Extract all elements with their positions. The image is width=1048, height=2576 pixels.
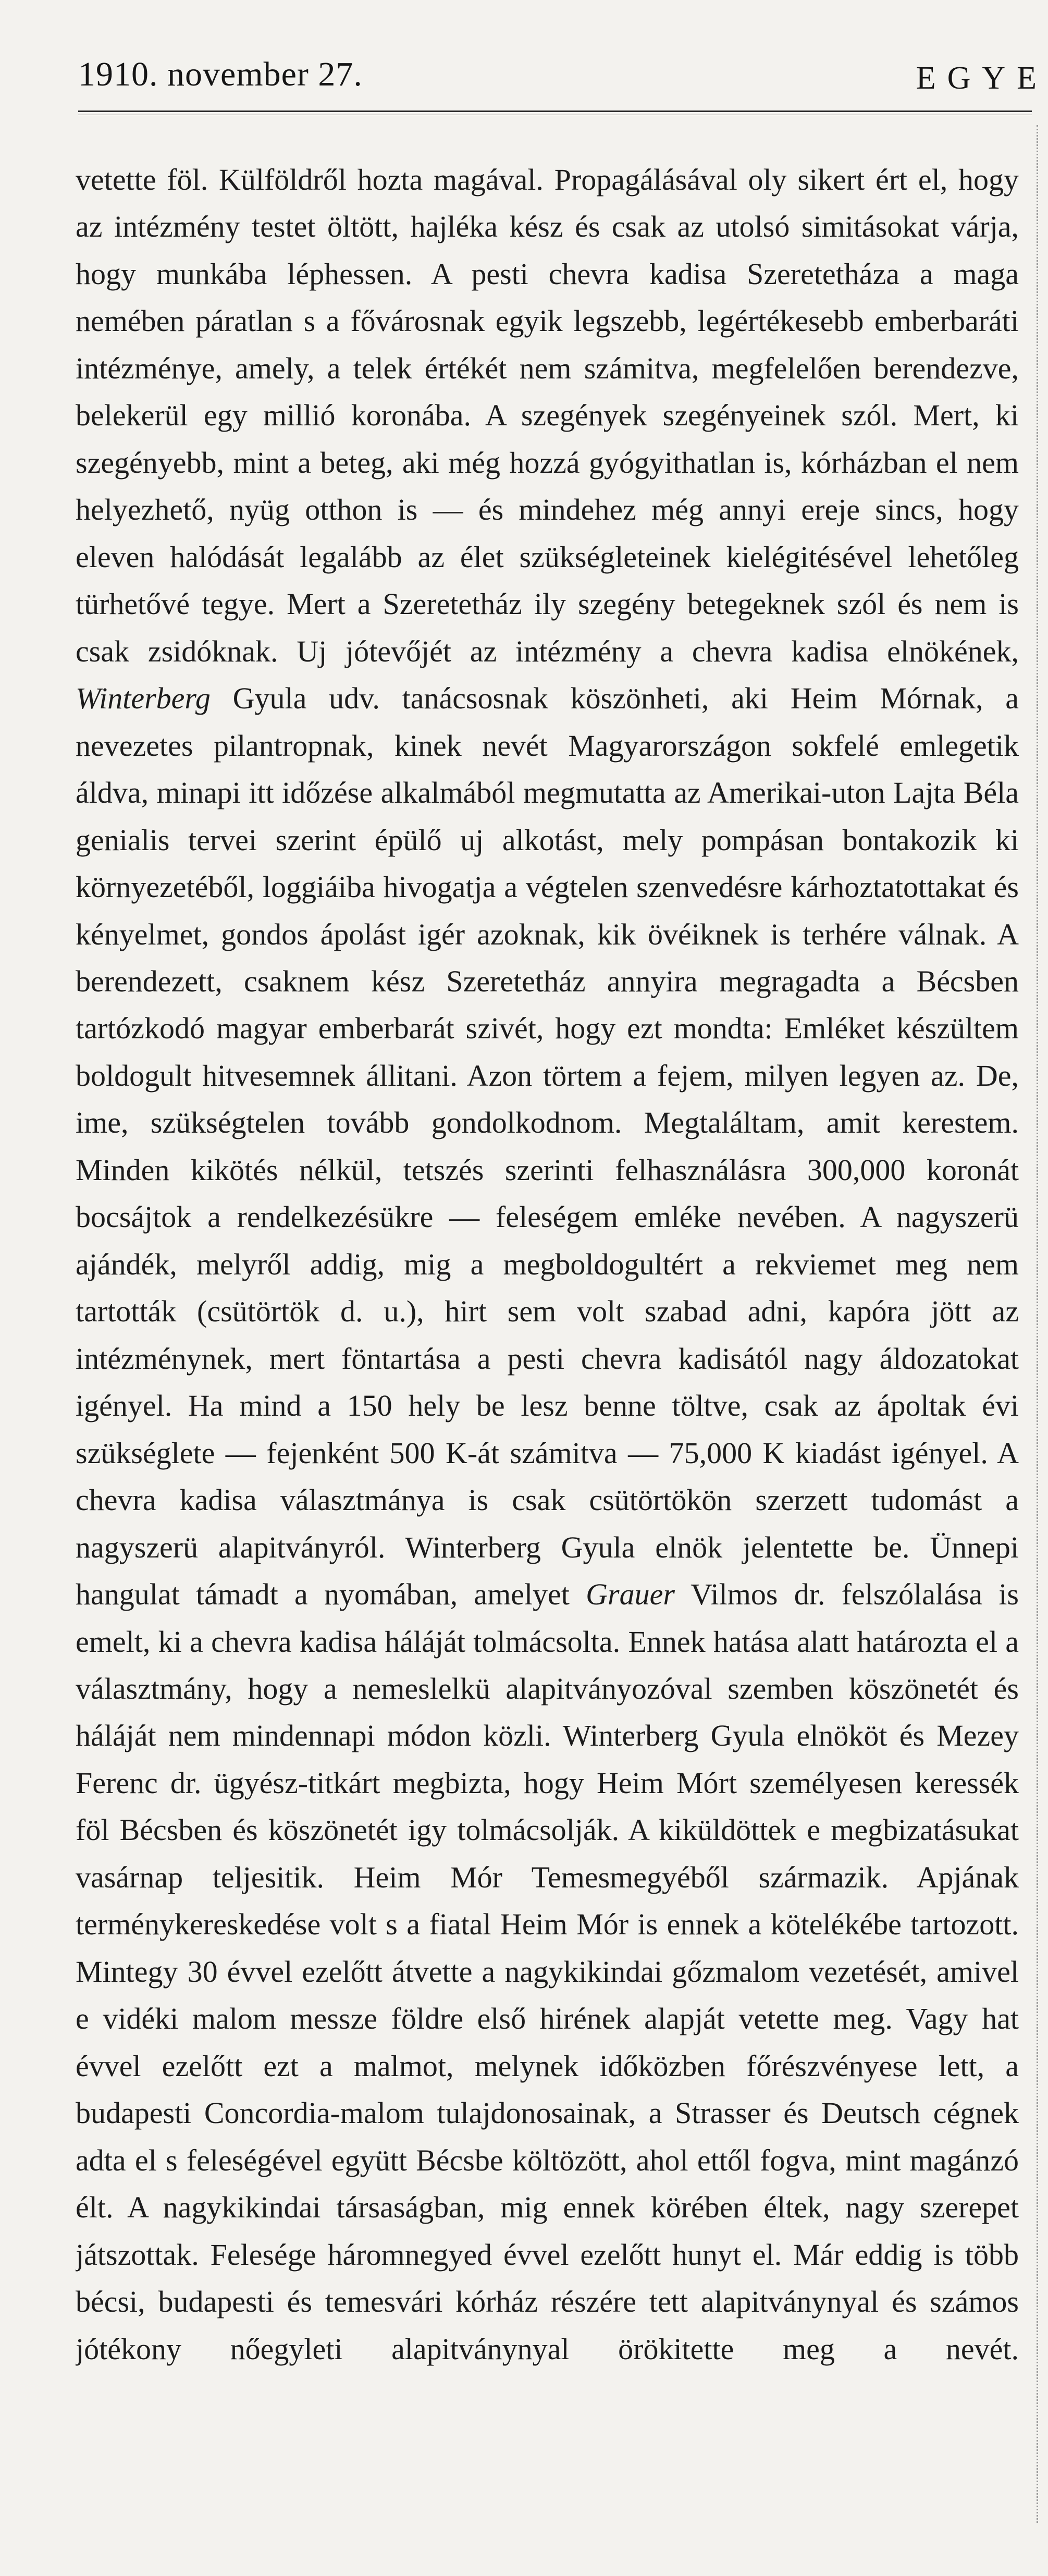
article-name-grauer: Grauer [586,1577,675,1612]
article-text-part3: Vilmos dr. felszólalása is emelt, ki a chevra kadisa háláját tolmácsolta. Ennek hatása alatt határozta el a választmány, hogy a nemeslelkü alapitványozóval szemben köszönetét és háláját nem mindennapi módon közli. Winterberg Gyula elnököt és Mezey Ferenc dr. ügyész-titkárt megbizta, hogy Heim Mórt személyesen keressék föl Bécsben és köszönetét igy tolmácsolják. A kiküldöttek e megbizatásukat vasárnap teljesitik. Heim Mór Temesmegyéből származik. Apjának terménykereskedése volt s a fiatal Heim Mór is ennek a kötelékébe tartozott. Mintegy 30 évvel ezelőtt átvette a nagykikindai gőzmalom vezetését, amivel e vidéki malom messze földre első hirének alapját vetette meg. Vagy hat évvel ezelőtt ezt a malmot, melynek időközben főrészvényese lett, a budapesti Concordia-malom tulajdonosainak, a Strasser és Deutsch cégnek adta el s feleségével együtt Bécsbe költözött, ahol ettől fogva, mint magánzó élt. A nagykikindai társaságban, mig ennek körében éltek, nagy szerepet játszottak. Felesége háromnegyed évvel ezelőtt hunyt el. Már eddig is több bécsi, budapesti és temesvári kórház részére tett alapitványnyal és számos jótékony nőegyleti alapitványnyal örökitette meg a nevét. [76,1577,1019,2366]
article-text-part1: vetette föl. Külföldről hozta magával. Propagálásával oly sikert ért el, hogy az intézmény testet öltött, hajléka kész és csak az utolsó simitásokat várja, hogy munkába léphessen. A pesti chevra kadisa Szeretetháza a maga nemében páratlan s a fővárosnak egyik legszebb, legértékesebb emberbaráti intézménye, amely, a telek értékét nem számitva, megfelelően berendezve, belekerül egy millió koronába. A szegények szegényeinek szól. Mert, ki szegényebb, mint a beteg, aki még hozzá gyógyithatlan is, kórházban el nem helyezhető, nyüg otthon is — és mindehez még annyi ereje sincs, hogy eleven halódását legalább az élet szükségleteinek kielégitésével lehetőleg türhetővé tegye. Mert a Szeretetház ily szegény betegeknek szól és nem is csak zsidóknak. Uj jótevőjét az intézmény a chevra kadisa elnökének, [76,163,1019,668]
issue-date: 1910. november 27. [78,55,363,93]
masthead-fragment: EGYE [916,60,1048,96]
article-column [76,156,1019,2565]
article-body [76,156,1019,2373]
column-edge-divider [1037,125,1041,2523]
article-text-part2: Gyula udv. tanácsosnak köszönheti, aki Heim Mórnak, a nevezetes pilantropnak, kinek nevét Magyarországon sokfelé emlegetik áldva, minapi itt időzése alkalmából megmutatta az Amerikai-uton Lajta Béla genialis tervei szerint épülő uj alkotást, mely pompásan bontakozik ki környezetéből, loggiáiba hivogatja a végtelen szenvedésre kárhoztatottakat és kényelmet, gondos ápolást igér azoknak, kik övéiknek is terhére válnak. A berendezett, csaknem kész Szeretetház annyira megragadta a Bécsben tartózkodó magyar emberbarát szivét, hogy ezt mondta: Emléket készültem boldogult hitvesemnek állitani. Azon törtem a fejem, milyen legyen az. De, ime, szükségtelen tovább gondolkodnom. Megtaláltam, amit kerestem. Minden kikötés nélkül, tetszés szerinti felhasználásra 300,000 koronát bocsájtok a rendelkezésükre — feleségem emléke nevében. A nagyszerü ajándék, melyről addig, mig a megboldogultért a rekviemet meg nem tartották (csütörtök d. u.), hirt sem volt szabad adni, kapóra jött az intézménynek, mert föntartása a pesti chevra kadisától nagy áldozatokat igényel. Ha mind a 150 hely be lesz benne töltve, csak az ápoltak évi szükséglete — fejenként 500 K-át számitva — 75,000 K kiadást igényel. A chevra kadisa választmánya is csak csütörtökön szerzett tudomást a nagyszerü alapitványról. Winterberg Gyula elnök jelentette be. Ünnepi hangulat támadt a nyomában, amelyet [76,681,1019,1612]
page-header [78,55,1048,117]
article-name-winterberg: Winterberg [76,681,211,716]
header-rule [78,111,1032,112]
